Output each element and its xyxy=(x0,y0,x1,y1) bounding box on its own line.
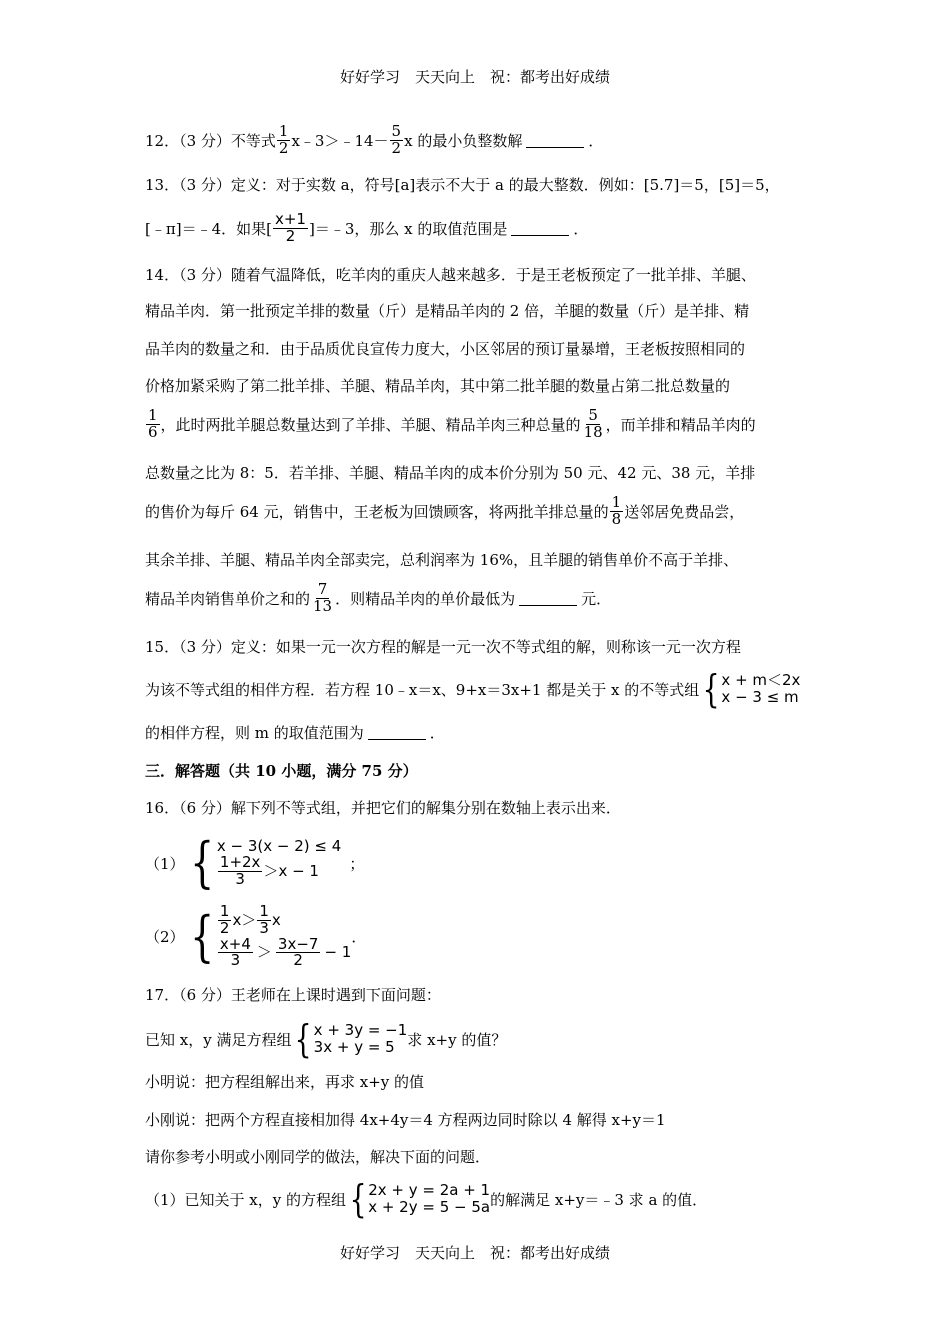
left-brace: { xyxy=(189,904,214,968)
question-13-line-2 xyxy=(145,212,588,245)
page-footer: 好好学习 天天向上 祝：都考出好成绩 xyxy=(339,1244,610,1262)
part-label: （2） xyxy=(145,928,185,946)
q13-text: ]＝﹣3，那么 x 的取值范围是 xyxy=(308,219,508,238)
system-row: 2x + y = 2a + 1 xyxy=(368,1180,491,1199)
fraction: $\frac{1}{6}$ xyxy=(148,406,158,441)
q14-text: ，此时两批羊腿总数量达到了羊排、羊腿、精品羊肉三种总量的 xyxy=(160,415,581,434)
question-17-line-6 xyxy=(145,1177,708,1221)
punctuation: ． xyxy=(351,928,367,946)
question-17-title: 17．（6 分）王老师在上课时遇到下面问题： xyxy=(145,986,441,1004)
fraction: $\frac{1}{2}$ xyxy=(278,122,289,157)
question-16-title: 16．（6 分）解下列不等式组，并把它们的解集分别在数轴上表示出来． xyxy=(145,799,621,817)
q17-text: 求 x+y 的值？ xyxy=(407,1030,507,1049)
q12-text: x 的最小负整数解 xyxy=(404,131,523,150)
equation-system xyxy=(291,1017,408,1061)
fraction: $\frac{3x-7}{2}$ xyxy=(277,934,319,970)
system-row: $\frac{1+2x}{3}$ ＞x − 1 xyxy=(219,853,319,889)
fraction: $\frac{5}{2}$ xyxy=(391,122,402,157)
answer-blank[interactable] xyxy=(526,133,584,148)
question-14-line-3: 品羊肉的数量之和．由于品质优良宣传力度大，小区邻居的预订量暴增，王老板按照相同的 xyxy=(145,340,746,358)
question-15-line-2 xyxy=(145,667,801,711)
question-17-line-5: 请你参考小明或小刚同学的做法，解决下面的问题． xyxy=(145,1148,491,1166)
q15-text: 的相伴方程，则 m 的取值范围为 xyxy=(145,724,364,742)
q12-text: x﹣3＞﹣14－ xyxy=(291,131,389,150)
q15-text: 为该不等式组的相伴方程．若方程 10﹣x＝x、9+x＝3x+1 都是关于 x 的不等式组 xyxy=(145,680,700,699)
question-12 xyxy=(145,124,603,157)
section-heading xyxy=(145,760,418,781)
question-15-line-1: 15．（3 分）定义：如果一元一次方程的解是一元一次不等式组的解，则称该一元一次方程 xyxy=(145,638,741,656)
system-row: x − 3(x − 2) ≤ 4 xyxy=(216,837,342,856)
q14-text: 精品羊肉销售单价之和的 xyxy=(145,589,311,608)
question-14-line-9 xyxy=(145,582,611,615)
fraction: $\frac{1}{3}$ xyxy=(259,902,269,937)
left-brace: { xyxy=(702,667,720,711)
question-14-line-4: 价格加紧采购了第二批羊排、羊腿、精品羊肉，其中第二批羊腿的数量占第二批总数量的 xyxy=(145,377,731,395)
left-brace: { xyxy=(295,1017,313,1061)
fraction: $\frac{1}{2}$ xyxy=(219,902,230,937)
question-17-line-3: 小明说：把方程组解出来，再求 x+y 的值 xyxy=(145,1073,425,1091)
question-15-line-3 xyxy=(145,722,445,743)
section-title: 三．解答题（共 10 小题，满分 75 分） xyxy=(145,762,418,780)
answer-blank[interactable] xyxy=(511,221,569,236)
system-row: x + m＜2x xyxy=(721,670,801,689)
punctuation: ； xyxy=(349,854,365,873)
question-14-line-7 xyxy=(145,495,744,528)
q17-text: （1）已知关于 x，y 的方程组 xyxy=(145,1190,347,1209)
equation-system xyxy=(346,1177,491,1221)
system-row: $\frac{x+4}{3}$ ＞ $\frac{3x-7}{2}$ − 1 xyxy=(219,934,352,970)
question-17-line-2 xyxy=(145,1017,507,1061)
q17-text: 已知 x，y 满足方程组 xyxy=(145,1030,292,1049)
q14-text: 送邻居免费品尝， xyxy=(624,502,745,521)
q14-text: 的售价为每斤 64 元，销售中，王老板为回馈顾客，将两批羊排总量的 xyxy=(145,502,609,521)
inequality-system xyxy=(185,904,352,969)
question-14-line-6: 总数量之比为 8：5．若羊排、羊腿、精品羊肉的成本价分别为 50 元、42 元、38 元，羊排 xyxy=(145,464,756,482)
question-14-line-8: 其余羊排、羊腿、精品羊肉全部卖完，总利润率为 16%，且羊腿的销售单价不高于羊排、 xyxy=(145,551,739,569)
system-row: 3x + y = 5 xyxy=(313,1038,395,1056)
q12-text: 12．（3 分）不等式 xyxy=(145,131,276,150)
question-14-line-2: 精品羊肉．第一批预定羊排的数量（斤）是精品羊肉的 2 倍，羊腿的数量（斤）是羊排、精 xyxy=(145,302,750,320)
question-16-part-1 xyxy=(145,831,365,894)
fraction: $\frac{7}{13}$ xyxy=(313,580,333,615)
question-14-line-5 xyxy=(145,408,756,441)
answer-blank[interactable] xyxy=(519,591,577,606)
page-header: 好好学习 天天向上 祝：都考出好成绩 xyxy=(339,68,610,86)
system-row: x + 2y = 5 − 5a xyxy=(368,1198,491,1216)
question-17-line-4: 小刚说：把两个方程直接相加得 4x+4y＝4 方程两边同时除以 4 解得 x+y＝1 xyxy=(145,1111,666,1129)
question-13-line-1: 13．（3 分）定义：对于实数 a，符号[a]表示不大于 a 的最大整数．例如：[5.7]＝5，[5]＝5， xyxy=(145,176,780,194)
punctuation: ． xyxy=(573,219,589,238)
q13-text: [﹣π]＝﹣4．如果[ xyxy=(145,219,272,238)
punctuation: ． xyxy=(588,131,604,150)
answer-blank[interactable] xyxy=(368,725,426,740)
inequality-system xyxy=(185,831,342,894)
q14-text: 元． xyxy=(581,589,612,608)
inequality-system xyxy=(699,667,801,711)
fraction: $\frac{x+1}{2}$ xyxy=(274,210,306,245)
part-label: （1） xyxy=(145,854,185,873)
fraction: $\frac{5}{18}$ xyxy=(583,406,603,441)
fraction: $\frac{x+4}{3}$ xyxy=(219,934,251,970)
left-brace: { xyxy=(349,1177,367,1221)
fraction: $\frac{1}{8}$ xyxy=(611,493,622,528)
system-row: $\frac{1}{2}$ x＞ $\frac{1}{3}$ x xyxy=(219,902,281,937)
fraction: $\frac{1+2x}{3}$ xyxy=(219,853,261,889)
left-brace: { xyxy=(189,831,214,894)
punctuation: ． xyxy=(429,724,445,742)
q17-text: 的解满足 x+y＝﹣3 求 a 的值． xyxy=(490,1190,708,1209)
question-14-line-1: 14．（3 分）随着气温降低，吃羊肉的重庆人越来越多．于是王老板预定了一批羊排、羊腿、 xyxy=(145,266,756,284)
q14-text: ．则精品羊肉的单价最低为 xyxy=(335,589,516,608)
system-row: x + 3y = −1 xyxy=(313,1020,408,1039)
question-16-part-2 xyxy=(145,904,366,969)
system-row: x − 3 ≤ m xyxy=(721,688,799,706)
q14-text: ，而羊排和精品羊肉的 xyxy=(605,415,756,434)
